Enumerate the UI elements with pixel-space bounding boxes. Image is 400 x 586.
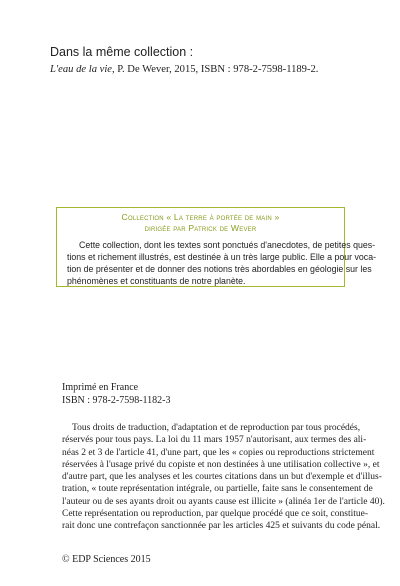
rights-notice: [62, 422, 385, 533]
rights-line: néas 2 et 3 de l'article 41, d'une part, que les « copies ou reproductions strictement: [62, 447, 375, 458]
collection-description-line: tions et richement illustrés, est destinée à un très large public. Elle a pour voca-: [67, 252, 377, 262]
isbn: ISBN : 978-2-7598-1182-3: [62, 394, 171, 406]
rights-line: réservées à l'usage privé du copiste et non destinées à une utilisation collective », et: [62, 459, 380, 470]
rights-line: Tous droits de traduction, d'adaptation et de reproduction par tous procédés,: [72, 423, 361, 433]
collection-description: [67, 239, 377, 287]
book-title: L'eau de la vie: [50, 64, 112, 75]
rights-line: tration, « toute représentation intégrale, ou partielle, faite sans le consentement de: [62, 484, 373, 495]
collection-description-line: tion de présenter et de donner des notions très abordables en géologie sur les: [67, 264, 372, 274]
book-details: , P. De Wever, 2015, ISBN : 978-2-7598-1189-2.: [112, 64, 319, 75]
collection-box: [56, 207, 377, 287]
collection-heading-line-2: dirigée par Patrick de Wever: [144, 223, 257, 233]
rights-line: réservés pour tous pays. La loi du 11 mars 1957 n'autorisant, aux termes des ali-: [62, 435, 367, 446]
collection-description-line: Cette collection, dont les textes sont ponctués d'anecdotes, de petites ques-: [79, 240, 376, 250]
rights-line: Cette représentation ou reproduction, par quelque procédé que ce soit, constitue-: [62, 509, 368, 520]
printing-info: [62, 382, 171, 407]
rights-line: d'autre part, que les analyses et les courtes citations dans un but d'exemple et d'illus-: [62, 472, 382, 483]
same-collection-title: Dans la même collection :: [50, 45, 194, 59]
printed-in: Imprimé en France: [62, 382, 139, 393]
same-collection-item: [50, 64, 318, 75]
rights-line: l'auteur ou de ses ayants droit ou ayants cause est illicite » (alinéa 1er de l'article 40).: [62, 496, 385, 507]
rights-line: rait donc une contrefaçon sanctionnée par les articles 425 et suivants du code pénal.: [62, 521, 381, 532]
copyright: © EDP Sciences 2015: [62, 554, 151, 565]
collection-description-line: phénomènes et constituants de notre planète.: [67, 276, 246, 286]
collection-heading-line-1: Collection « La terre à portée de main »: [121, 212, 280, 222]
collection-heading: [57, 212, 344, 234]
